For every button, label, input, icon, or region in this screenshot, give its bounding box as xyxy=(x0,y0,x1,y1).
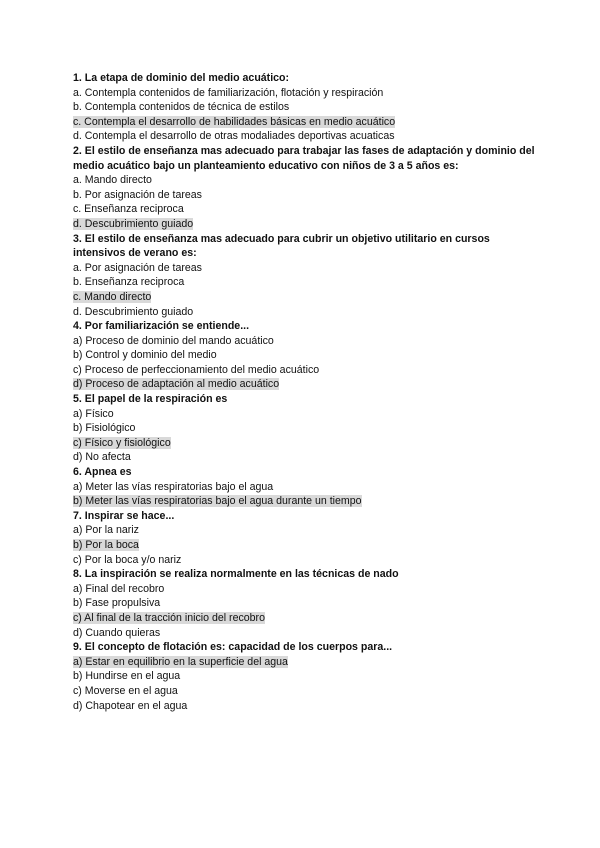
answer-option-text: d. Contempla el desarrollo de otras modaliades deportivas acuaticas xyxy=(73,130,395,143)
answer-option xyxy=(73,202,543,217)
question-4: 4. Por familiarización se entiende... xyxy=(73,320,250,333)
question-7: 7. Inspirar se hace... xyxy=(73,509,175,522)
answer-option xyxy=(73,407,543,422)
answer-option-text: c) Proceso de perfeccionamiento del medio acuático xyxy=(73,363,320,376)
answer-option-highlighted xyxy=(73,217,543,232)
answer-option xyxy=(73,523,543,538)
answer-option-text: a) Estar en equilibrio en la superficie del agua xyxy=(73,655,288,668)
answer-option xyxy=(73,421,543,436)
answer-option-text: a. Contempla contenidos de familiarización, flotación y respiración xyxy=(73,86,384,99)
answer-option-text: b) Hundirse en el agua xyxy=(73,670,181,683)
answer-option xyxy=(73,480,543,495)
answer-option-text: d) Proceso de adaptación al medio acuático xyxy=(73,378,280,391)
answer-option-text: c. Mando directo xyxy=(73,290,152,303)
answer-option-text: a) Físico xyxy=(73,407,114,420)
answer-option-text: b. Por asignación de tareas xyxy=(73,188,202,201)
answer-option-text: c. Contempla el desarrollo de habilidades básicas en medio acuático xyxy=(73,115,396,128)
answer-option xyxy=(73,305,543,320)
answer-option-text: d) No afecta xyxy=(73,451,131,464)
answer-option xyxy=(73,582,543,597)
answer-option-highlighted xyxy=(73,655,543,670)
answer-option-text: b) Control y dominio del medio xyxy=(73,349,217,362)
answer-option-text: d) Cuando quieras xyxy=(73,626,161,639)
answer-option xyxy=(73,275,543,290)
answer-option xyxy=(73,450,543,465)
answer-option-text: c. Enseñanza reciproca xyxy=(73,203,184,216)
answer-option-text: a) Proceso de dominio del mando acuático xyxy=(73,334,274,347)
answer-option-text: d. Descubrimiento guiado xyxy=(73,305,194,318)
answer-option xyxy=(73,348,543,363)
answer-option xyxy=(73,626,543,641)
answer-option-highlighted xyxy=(73,377,543,392)
answer-option-highlighted xyxy=(73,436,543,451)
answer-option-text: a. Por asignación de tareas xyxy=(73,261,202,274)
answer-option xyxy=(73,596,543,611)
answer-option-text: c) Al final de la tracción inicio del recobro xyxy=(73,611,265,624)
answer-option xyxy=(73,86,543,101)
quiz-content xyxy=(73,71,543,713)
answer-option xyxy=(73,129,543,144)
answer-option-text: b) Meter las vías respiratorias bajo el agua durante un tiempo xyxy=(73,495,362,508)
answer-option-text: c) Físico y fisiológico xyxy=(73,436,171,449)
answer-option-text: a) Meter las vías respiratorias bajo el agua xyxy=(73,480,274,493)
answer-option xyxy=(73,699,543,714)
answer-option xyxy=(73,100,543,115)
answer-option-text: b) Fase propulsiva xyxy=(73,597,161,610)
answer-option xyxy=(73,669,543,684)
answer-option-text: a. Mando directo xyxy=(73,174,152,187)
answer-option-highlighted xyxy=(73,611,543,626)
answer-option-text: d. Descubrimiento guiado xyxy=(73,217,194,230)
answer-option-text: d) Chapotear en el agua xyxy=(73,699,188,712)
answer-option-highlighted xyxy=(73,538,543,553)
answer-option-text: c) Por la boca y/o nariz xyxy=(73,553,182,566)
answer-option xyxy=(73,173,543,188)
answer-option-text: c) Moverse en el agua xyxy=(73,684,178,697)
answer-option xyxy=(73,188,543,203)
answer-option xyxy=(73,334,543,349)
question-1: 1. La etapa de dominio del medio acuático: xyxy=(73,72,290,84)
answer-option xyxy=(73,553,543,568)
question-3: 3. El estilo de enseñanza mas adecuado para cubrir un objetivo utilitario en cursos intensivos de verano es: xyxy=(73,232,490,260)
question-5: 5. El papel de la respiración es xyxy=(73,393,228,406)
answer-option-text: b. Contempla contenidos de técnica de estilos xyxy=(73,101,290,114)
answer-option xyxy=(73,363,543,378)
question-2: 2. El estilo de enseñanza mas adecuado para trabajar las fases de adaptación y dominio del medio acuático bajo un planteamiento educativo con niños de 3 a 5 años es: xyxy=(73,144,535,172)
answer-option-text: a) Por la nariz xyxy=(73,524,139,537)
question-6: 6. Apnea es xyxy=(73,466,132,479)
answer-option-text: b. Enseñanza reciproca xyxy=(73,276,185,289)
answer-option-highlighted xyxy=(73,494,543,509)
answer-option xyxy=(73,684,543,699)
answer-option xyxy=(73,261,543,276)
question-8: 8. La inspiración se realiza normalmente en las técnicas de nado xyxy=(73,568,399,581)
answer-option-text: b) Fisiológico xyxy=(73,422,136,435)
answer-option-highlighted xyxy=(73,290,543,305)
answer-option-text: b) Por la boca xyxy=(73,539,139,551)
answer-option-text: a) Final del recobro xyxy=(73,582,165,595)
question-9: 9. El concepto de flotación es: capacidad de los cuerpos para... xyxy=(73,641,393,654)
answer-option-highlighted xyxy=(73,115,543,130)
